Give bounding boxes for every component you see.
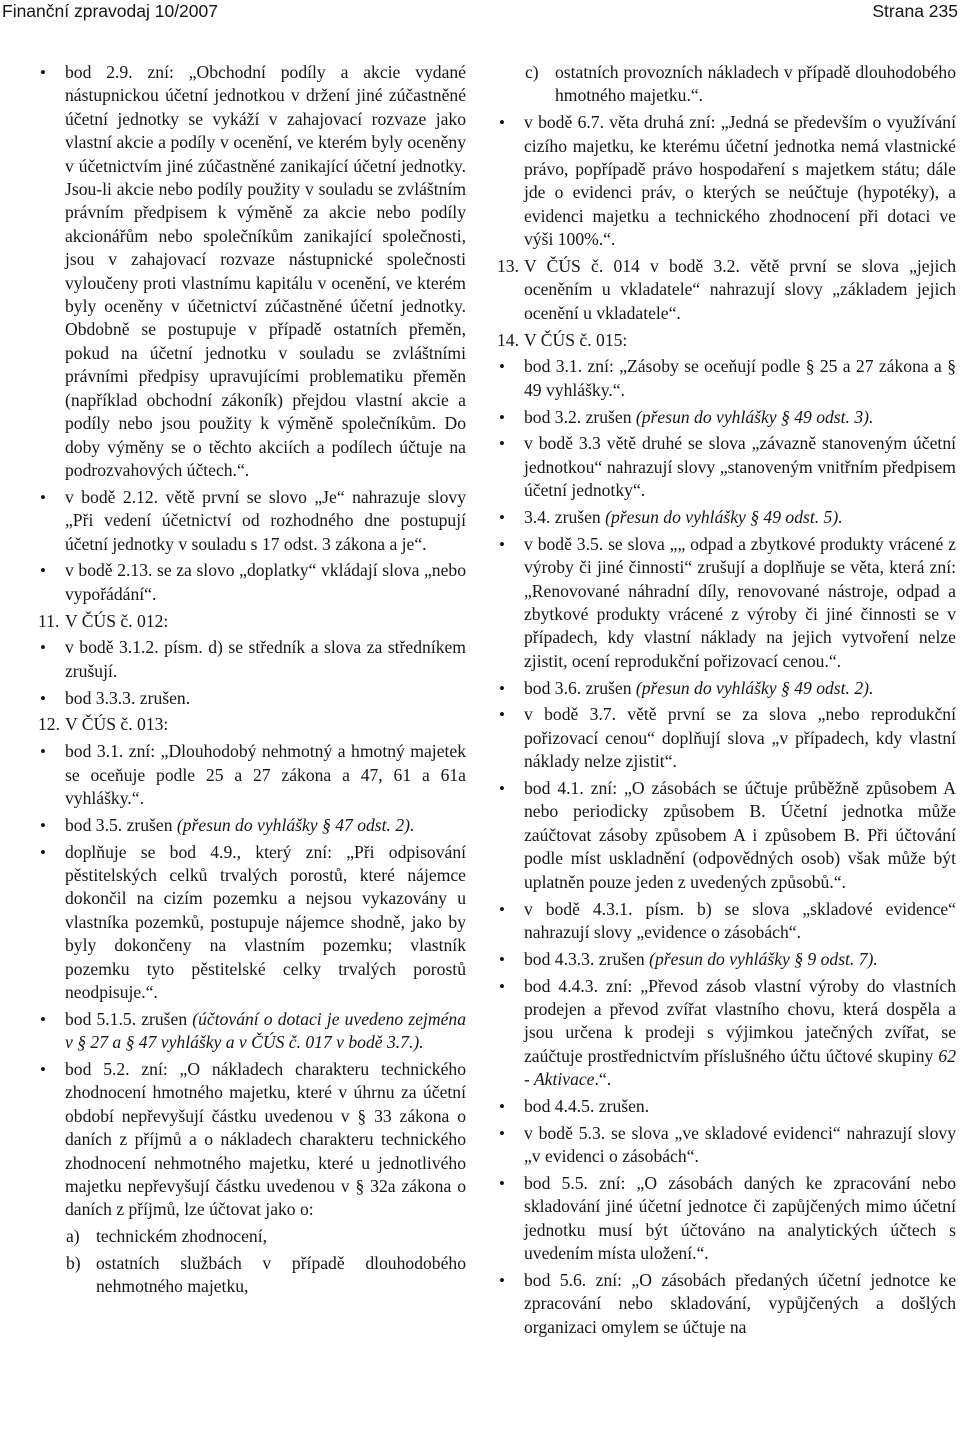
bullet-item [497, 406, 956, 429]
italic-note: (přesun do vyhlášky § 49 odst. 2). [635, 677, 874, 698]
bullet-item [497, 948, 956, 971]
item-text: bod 3.1. zní: „Dlouhodobý nehmotný a hmotný majetek se oceňuje podle 25 a 27 zákona a 47, 61 a 61a vyhlášky.“. [65, 741, 466, 808]
italic-note: (přesun do vyhlášky § 9 odst. 7). [649, 948, 878, 969]
item-letter: c) [525, 62, 539, 82]
item-letter: b) [66, 1252, 81, 1273]
bullet-item [497, 1172, 956, 1266]
item-text: v bodě 4.3.1. písm. b) se slova „skladové evidence“ nahrazují slovy „evidence o zásobách“. [524, 898, 956, 942]
item-text: V ČÚS č. 015: [524, 329, 628, 350]
item-tail: .“. [594, 1069, 612, 1090]
item-text: bod 5.5. zní: „O zásobách daných ke zpracování nebo skladování jiné účetní jednotce či zapůjčených mimo účetní jednotku musí být účtováno na analytických účtech s uvedením místa uložení.“. [524, 1172, 956, 1264]
item-text: bod 3.6. zrušen [524, 677, 632, 698]
item-text: V ČÚS č. 012: [65, 610, 169, 631]
bullet-item [38, 486, 466, 556]
numbered-section [38, 610, 466, 633]
item-text: v bodě 3.7. větě první se za slova „nebo reprodukční pořizovací cenou“ doplňují slova „v případech, kdy vlastní náklady nelze zjistit“. [524, 704, 956, 772]
item-text: ostatních službách v případě dlouhodobého nehmotného majetku, [96, 1252, 466, 1297]
numbered-section [38, 713, 466, 736]
item-text: bod 3.1. zní: „Zásoby se oceňují podle § 25 a 27 zákona a § 49 vyhlášky.“. [524, 356, 956, 400]
item-text: V ČÚS č. 013: [65, 714, 169, 735]
italic-note: (účtování o dotaci je uvedeno zejména v § 27 a § 47 vyhlášky a v ČÚS č. 017 v bodě 3.7.). [65, 1008, 466, 1053]
page-header [0, 0, 960, 22]
item-text: v bodě 6.7. věta druhá zní: „Jedná se především o využívání cizího majetku, ke kterému účetní jednotka nemá vlastnické právo, popřípadě právo hospodaření s majetkem státu; dále jde o evidenci práv, o kterých se neúčtuje (hypotéky), a evidenci majetku a technického zhodnocení při dotaci ve výši 100%.“. [524, 112, 956, 250]
section-number: 11. [38, 610, 60, 631]
bullet-item [497, 1122, 956, 1169]
item-text: 3.4. zrušen [524, 507, 601, 528]
bullet-item [497, 355, 956, 402]
lettered-item [497, 61, 956, 108]
lettered-item [38, 1225, 466, 1248]
item-text: doplňuje se bod 4.9., který zní: „Při odpisování pěstitelských celků trvalých porostů, které nájemce dokončil na cizím pozemku a nejsou vykazovány u vlastníka pozemků, postupuje nájemce shodně, jako by byly dokončeny na vlastním pozemku; vlastník pozemku tyto pěstitelské celky trvalých porostů neodpisuje.“. [65, 841, 466, 1002]
bullet-item [497, 111, 956, 251]
item-text: bod 4.4.3. zní: „Převod zásob vlastní výroby do vlastních prodejen a převod zvířat vlastního chovu, která dospěla a jsou určena k prodeji s výjimkou jatečných zvířat, se zaúčtuje prostřednictvím příslušného účtu účtové skupiny [524, 975, 956, 1066]
section-number: 14. [497, 329, 519, 350]
bullet-item [497, 1095, 956, 1118]
bullet-item [497, 677, 956, 700]
bullet-item [497, 975, 956, 1092]
italic-note: 62 - Aktivace [524, 1045, 956, 1090]
item-text: v bodě 3.1.2. písm. d) se středník a slova za středníkem zrušují. [65, 637, 466, 681]
item-text: bod 3.2. zrušen [524, 406, 632, 427]
page-number: Strana 235 [872, 1, 958, 21]
left-column [38, 61, 466, 1302]
item-text: bod 5.1.5. zrušen [65, 1008, 188, 1029]
right-column [497, 61, 956, 1343]
item-text: bod 5.2. zní: „O nákladech charakteru technického zhodnocení hmotného majetku, které v úhrnu za účetní období nepřevyšují částku uvedenou v § 33 zákona o daních z příjmů a o nákladech charakteru technického zhodnocení nehmotného majetku, které u jednotlivého majetku nepřevyšují částku uvedenou v § 32a zákona o daních z příjmů, lze účtovat jako o: [65, 1058, 466, 1220]
lettered-item [38, 1252, 466, 1299]
journal-title: Finanční zpravodaj 10/2007 [2, 1, 218, 21]
item-text: V ČÚS č. 014 v bodě 3.2. větě první se slova „jejich oceněním u vkladatele“ nahrazují slovy „základem jejich ocenění u vkladatele“. [524, 256, 956, 323]
bullet-item [38, 841, 466, 1005]
italic-note: (přesun do vyhlášky § 49 odst. 5). [605, 507, 843, 528]
italic-note: (přesun do vyhlášky § 47 odst. 2). [176, 814, 415, 835]
bullet-item [38, 61, 466, 482]
item-text: v bodě 2.13. se za slovo „doplatky“ vkládají slova „nebo vypořádání“. [65, 560, 466, 604]
item-text: bod 2.9. zní: „Obchodní podíly a akcie vydané nástupnickou účetní jednotkou v držení jiné zúčastněné účetní jednotky se vykáží v zahajovací rozvaze jako vlastní akcie a podíly v ocenění, ve kterém byly oceněny v účetnictvím jiné zúčastněné zanikající účetní jednotky. Jsou-li akcie nebo podíly použity v souladu se zvláštním právním předpisem k výměně za akcie nebo podíly akcionářům nebo společníkům zanikající společnosti, jsou v zahajovací rozvaze nástupnické společnosti vyloučeny proti vlastnímu kapitálu v ocenění, ve kterém byly oceněny v účetnictví zúčastněné účetní jednotky. Obdobně se postupuje v případě ostatních přeměn, pokud na účetní jednotku v souladu se zvláštními právními předpisy upravujícími problematiku přeměn (například obchodní zákoník) přejdou vlastní akcie a podíly nebo jsou použity k výměně společníkům. Do doby výměny se o těchto akciích a podílech účtuje na podrozvahových účtech.“. [65, 62, 466, 480]
item-text: bod 5.6. zní: „O zásobách předaných účetní jednotce ke zpracování nebo skladování, vypůjčených a došlých organizaci omylem se účtuje na [524, 1269, 956, 1337]
section-number: 13. [497, 256, 519, 277]
section-number: 12. [38, 714, 60, 735]
bullet-item [38, 740, 466, 810]
item-text: bod 4.1. zní: „O zásobách se účtuje průběžně způsobem A nebo periodicky způsobem B. Účetní jednotka může zaúčtovat zásoby způsobem A i způsobem B. Při účtování podle míst uskladnění (odpovědných osob) však může být uplatněn pouze jeden z uvedených způsobů.“. [524, 778, 956, 892]
item-text: ostatních provozních nákladech v případě dlouhodobého hmotného majetku.“. [555, 62, 956, 106]
bullet-item [497, 432, 956, 502]
bullet-item [38, 559, 466, 606]
bullet-item [497, 533, 956, 673]
bullet-item [38, 1008, 466, 1055]
bullet-item [38, 814, 466, 837]
item-text: technickém zhodnocení, [96, 1226, 267, 1247]
bullet-item [497, 506, 956, 529]
bullet-item [497, 777, 956, 894]
item-text: v bodě 3.5. se slova „„ odpad a zbytkové produkty vrácené z výroby či jiné činnosti“ zrušují a doplňuje se věta, která zní: „Renovované náhradní díly, renovované nástroje, odpad a zbytkové produkty vrácené z výroby či jiné činnosti se v případech, kdy vlastní náklady na jejich vytvoření nelze zjistit, ocení reprodukční pořizovací cenou.“. [524, 533, 956, 671]
bullet-item [497, 703, 956, 773]
item-letter: a) [66, 1226, 80, 1247]
numbered-section [497, 255, 956, 325]
bullet-item [38, 1058, 466, 1222]
item-text: v bodě 2.12. větě první se slovo „Je“ nahrazuje slovy „Při vedení účetnictví od rozhodného dne postupují účetní jednotky v souladu s 17 odst. 3 zákona a je“. [65, 486, 466, 554]
bullet-item [38, 636, 466, 683]
bullet-item [497, 898, 956, 945]
italic-note: (přesun do vyhlášky § 49 odst. 3). [635, 406, 874, 427]
item-text: bod 3.3.3. zrušen. [65, 687, 191, 708]
numbered-section [497, 329, 956, 352]
item-text: v bodě 3.3 větě druhé se slova „závazně stanoveným účetní jednotkou“ nahrazují slovy „stanoveným vnitřním předpisem účetní jednotky“. [524, 433, 956, 501]
item-text: v bodě 5.3. se slova „ve skladové evidenci“ nahrazují slovy „v evidenci o zásobách“. [524, 1122, 956, 1167]
bullet-item [497, 1269, 956, 1339]
bullet-item [38, 687, 466, 710]
item-text: bod 4.4.5. zrušen. [524, 1095, 650, 1116]
item-text: bod 4.3.3. zrušen [524, 948, 645, 969]
item-text: bod 3.5. zrušen [65, 814, 173, 835]
